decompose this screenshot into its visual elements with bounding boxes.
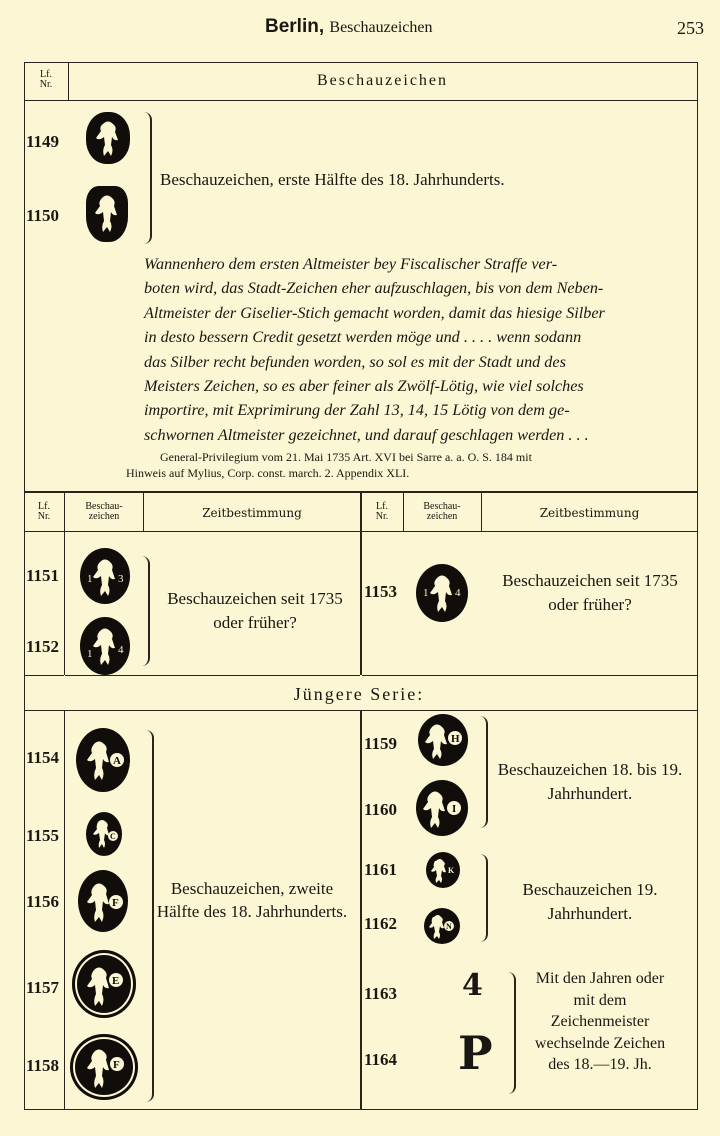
bear-seal-icon <box>72 950 136 1018</box>
seal-letter: F <box>112 897 119 909</box>
section-title: Jüngere Serie: <box>293 684 425 704</box>
col-header-nr: Lf. Nr. <box>375 501 389 522</box>
dating-text: Beschauzeichen seit 1735 oder früher? <box>502 571 678 614</box>
bracket <box>140 730 154 1102</box>
col-header-beschauzeichen: Beschauzeichen <box>316 72 449 89</box>
bear-shield-seal-icon <box>86 186 128 242</box>
row-number: 1153 <box>364 582 398 601</box>
seal-letter: K <box>448 866 455 875</box>
dating-text: Beschauzeichen 19. Jahrhundert. <box>522 880 658 923</box>
bear-seal-icon <box>70 1034 138 1100</box>
description-text: Beschauzeichen, erste Hälfte des 18. Jahrhunderts. <box>160 170 505 189</box>
bracket <box>140 112 152 244</box>
row-number: 1149 <box>26 132 60 151</box>
seal-letter: C <box>110 832 116 841</box>
row-number: 1151 <box>26 566 60 585</box>
svg-text:4: 4 <box>455 587 461 599</box>
mark-numeral: 4 <box>462 968 483 1003</box>
seal-letter: H <box>451 733 460 745</box>
dating-text: Beschauzeichen, zweite Hälfte des 18. Jahrhunderts. <box>156 879 348 921</box>
row-number: 1164 <box>364 1050 398 1069</box>
row-number: 1158 <box>26 1056 60 1075</box>
bear-seal-icon <box>76 728 130 792</box>
row-number: 1154 <box>26 748 60 767</box>
row-number: 1160 <box>364 800 398 819</box>
seal-letter: F <box>113 1059 120 1071</box>
citation: General-Privilegium vom 21. Mai 1735 Art. XVI bei Sarre a. a. O. S. 184 mit Hinweis auf Mylius, Corp. const. march. 2. Appendix XLI. <box>126 450 532 480</box>
bracket <box>508 972 516 1094</box>
row-number: 1159 <box>364 734 398 753</box>
row-number: 1150 <box>26 206 60 225</box>
bear-seal-icon <box>86 112 130 164</box>
svg-text:1: 1 <box>87 648 93 660</box>
bear-seal-icon <box>80 617 130 675</box>
dating-text: Beschauzeichen 18. bis 19. Jahrhundert. <box>497 760 683 803</box>
dating-text: Mit den Jahren oder mit dem Zeichenmeister wechselnde Zeichen des 18.—19. Jh. <box>534 970 666 1074</box>
bracket <box>478 854 488 942</box>
page-title: Berlin, Beschauzeichen <box>265 16 433 37</box>
row-number: 1155 <box>26 826 60 845</box>
bear-seal-icon <box>418 714 468 766</box>
quote-text: Wannenhero dem ersten Altmeister bey Fiscalischer Straffe ver- boten wird, das Stadt-Zeichen eher aufzuschlagen, bis von dem Neben- Altmeister der Giselier-Stich gemacht worden, damit das hiesige Silber in desto bessern Credit gesetzt werden möge und . . . . wenn sodann das Silber recht befunden worden, so sol es mit der Stadt und des Meisters Zeichen, so es aber feiner als Zwölf-Lötig, wie viel solches importire, mit Exprimirung der Zahl 13, 14, 15 Lötig von dem ge- schwornen Altmeister gezeichnet, und darauf geschlagen werden . . . <box>144 255 605 444</box>
bear-seal-icon <box>416 780 468 836</box>
row-number: 1157 <box>26 978 60 997</box>
bear-seal-icon <box>80 548 130 604</box>
svg-text:4: 4 <box>118 644 124 656</box>
bracket <box>138 556 150 666</box>
col-header-mark: Beschau- zeichen <box>85 501 123 522</box>
bear-seal-icon <box>78 870 128 932</box>
svg-text:1: 1 <box>87 573 93 585</box>
bear-seal-icon <box>424 908 460 944</box>
svg-text:1: 1 <box>423 587 429 599</box>
svg-text:3: 3 <box>118 573 124 585</box>
row-number: 1156 <box>26 892 60 911</box>
row-number: 1162 <box>364 914 398 933</box>
dating-text: Beschauzeichen seit 1735 oder früher? <box>167 589 343 632</box>
seal-letter: E <box>112 975 120 987</box>
col-header-nr: Lf. Nr. <box>37 501 51 522</box>
mark-letter: P <box>458 1026 493 1080</box>
col-header-time: Zeitbestimmung <box>202 506 302 520</box>
row-number: 1163 <box>364 984 398 1003</box>
bracket <box>478 716 488 828</box>
row-number: 1161 <box>364 860 398 879</box>
col-header-nr: Lf. Nr. <box>39 69 53 90</box>
bear-seal-icon <box>416 564 468 622</box>
bear-seal-icon <box>86 812 122 856</box>
col-header-mark: Beschau- zeichen <box>423 501 461 522</box>
row-number: 1152 <box>26 637 60 656</box>
seal-letter: N <box>446 922 452 931</box>
bear-seal-icon <box>426 852 460 888</box>
col-header-time: Zeitbestimmung <box>539 506 640 520</box>
seal-letter: I <box>452 803 457 815</box>
seal-letter: A <box>113 755 121 767</box>
page-number: 253 <box>677 18 704 38</box>
